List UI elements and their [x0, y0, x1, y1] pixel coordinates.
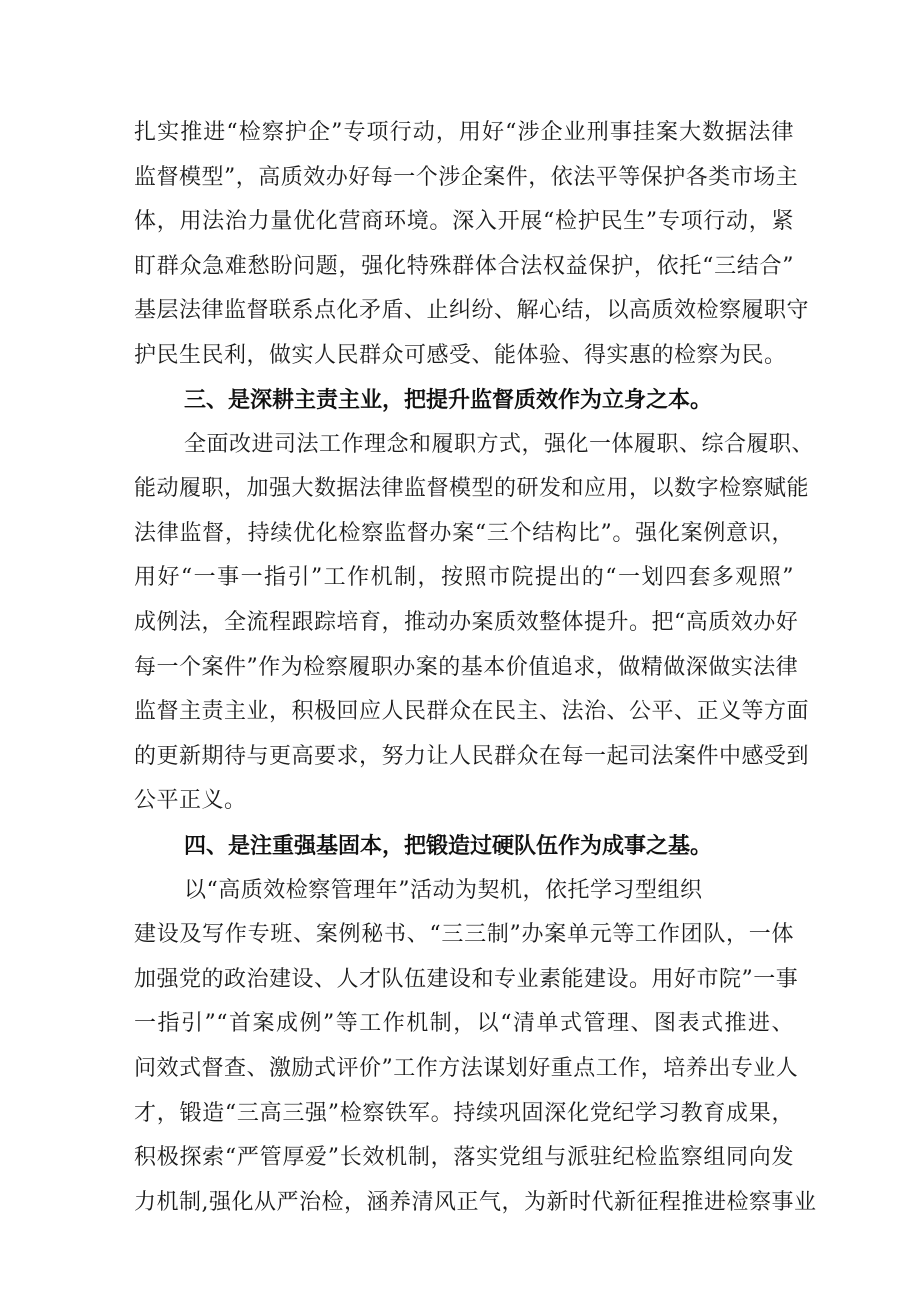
- paragraph-line: 问效式督查、激励式评价”工作方法谋划好重点工作，培养出专业人: [134, 1056, 799, 1081]
- section-heading: 三、是深耕主责主业，把提升监督质效作为立身之本。: [184, 388, 713, 413]
- paragraph-line: 公平正义。: [134, 788, 247, 813]
- paragraph-line: 扎实推进“检察护企”专项行动，用好“涉企业刑事挂案大数据法律: [134, 120, 794, 145]
- paragraph-line: 成例法，全流程跟踪培育，推动办案质效整体提升。把“高质效办好: [134, 610, 799, 635]
- paragraph-line: 的更新期待与更高要求，努力让人民群众在每一起司法案件中感受到: [134, 744, 810, 769]
- paragraph-line: 加强党的政治建设、人才队伍建设和专业素能建设。用好市院”一事: [134, 967, 799, 992]
- section-heading: 四、是注重强基固本，把锻造过硬队伍作为成事之基。: [184, 834, 713, 859]
- paragraph-line: 盯群众急难愁盼问题，强化特殊群体合法权益保护，依托“三结合”: [134, 254, 794, 279]
- paragraph-line: 监督模型”，高质效办好每一个涉企案件，依法平等保护各类市场主: [134, 165, 799, 190]
- paragraph-line: 一指引”“首案成例”等工作机制，以“清单式管理、图表式推进、: [134, 1011, 794, 1036]
- paragraph-line: 体，用法治力量优化营商环境。深入开展“检护民生”专项行动，紧: [134, 209, 794, 234]
- paragraph-line: 用好“一事一指引”工作机制，按照市院提出的“一划四套多观照”: [134, 565, 794, 590]
- paragraph-line: 以“高质效检察管理年”活动为契机，依托学习型组织: [184, 878, 703, 903]
- paragraph-line: 监督主责主业，积极回应人民群众在民主、法治、公平、正义等方面: [134, 699, 810, 724]
- paragraph-line: 法律监督，持续优化检察监督办案“三个结构比”。强化案例意识，: [134, 521, 794, 546]
- paragraph-line: 基层法律监督联系点化矛盾、止纠纷、解心结，以高质效检察履职守: [134, 298, 810, 323]
- paragraph-line: 每一个案件”作为检察履职办案的基本价值追求，做精做深做实法律: [134, 655, 799, 680]
- paragraph-line: 才，锻造“三高三强”检察铁军。持续巩固深化党纪学习教育成果，: [134, 1101, 794, 1126]
- paragraph-line: 力机制,强化从严治检，涵养清风正气，为新时代新征程推进检察事业: [134, 1190, 817, 1215]
- paragraph-line: 建设及写作专班、案例秘书、“三三制”办案单元等工作团队，一体: [134, 922, 794, 947]
- paragraph-line: 能动履职，加强大数据法律监督模型的研发和应用，以数字检察赋能: [134, 476, 810, 501]
- paragraph-line: 全面改进司法工作理念和履职方式，强化一体履职、综合履职、: [184, 432, 815, 457]
- paragraph-line: 积极探索“严管厚爱”长效机制，落实党组与派驻纪检监察组同向发: [134, 1145, 794, 1170]
- paragraph-line: 护民生民利，做实人民群众可感受、能体验、得实惠的检察为民。: [134, 343, 787, 368]
